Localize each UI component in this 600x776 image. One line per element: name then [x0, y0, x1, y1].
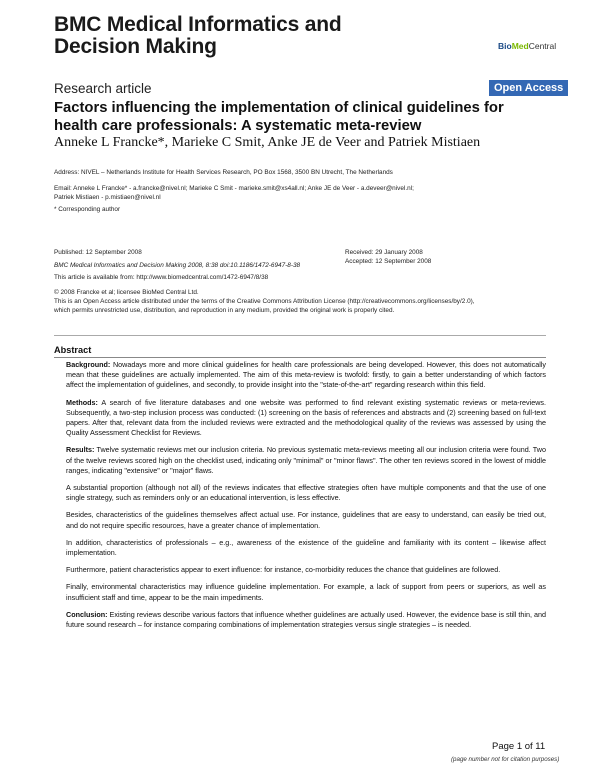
abstract-paragraph-5: Besides, characteristics of the guidelines themselves affect actual use. For instance, guidelines that are easy to understand, can easily be tried out, and do not require specific resources, have a greater chance of implementation. — [66, 510, 546, 530]
email-line1: Email: Anneke L Francke* - a.francke@nivel.nl; Marieke C Smit - marieke.smit@xs4all.nl; Anke JE de Veer - a.deveer@nivel.nl; — [54, 185, 414, 192]
article-title-line1: Factors influencing the implementation of clinical guidelines for — [54, 100, 504, 116]
open-access-badge: Open Access — [489, 80, 568, 96]
authors: Anneke L Francke*, Marieke C Smit, Anke JE de Veer and Patriek Mistiaen — [54, 135, 481, 150]
abstract-results — [66, 445, 546, 476]
license-line2: which permits unrestricted use, distribution, and reproduction in any medium, provided the original work is properly cited. — [54, 307, 395, 314]
background-label: Background: — [66, 360, 111, 369]
citation: BMC Medical Informatics and Decision Making 2008, 8:38 doi:10.1186/1472-6947-8-38 — [54, 262, 301, 269]
logo-med: Med — [511, 41, 529, 51]
abstract-background — [66, 360, 546, 391]
available-url[interactable]: This article is available from: http://www.biomedcentral.com/1472-6947/8/38 — [54, 274, 269, 281]
journal-title-line2: Decision Making — [54, 35, 217, 58]
methods-label: Methods: — [66, 397, 98, 407]
copyright: © 2008 Francke et al; licensee BioMed Central Ltd. — [54, 289, 199, 296]
abstract-conclusion — [66, 610, 546, 630]
article-title — [54, 99, 554, 135]
logo-central: Central — [528, 41, 557, 51]
license-line1: This is an Open Access article distributed under the terms of the Creative Commons Attribution License (http://creativecommons.org/licenses/by/2.0), — [54, 298, 475, 305]
logo-bio: Bio — [498, 41, 512, 51]
address: Address: NIVEL – Netherlands Institute for Health Services Research, PO Box 1568, 3500 BN Utrecht, The Netherlands — [54, 169, 393, 176]
abstract-paragraph-8: Finally, environmental characteristics may influence guideline implementation. For example, a lack of support from peers or superiors, as well as insufficient staff and time, appear to be the main impediments. — [66, 582, 546, 602]
abstract-paragraph-7: Furthermore, patient characteristics appear to exert influence: for instance, co-morbidity reduces the chance that guidelines are followed. — [66, 565, 501, 575]
email-line2: Patriek Mistiaen - p.mistiaen@nivel.nl — [54, 194, 161, 201]
corresponding-author: * Corresponding author — [54, 206, 121, 213]
abstract-paragraph-4: A substantial proportion (although not all) of the reviews indicates that effective strategies often have multiple components and that the use of one single strategy, such as reminders only or an educational intervention, is less effective. — [66, 483, 546, 503]
article-type: Research article — [54, 81, 152, 96]
results-text: Twelve systematic reviews met our inclusion criteria. No previous systematic meta-reviews meeting all our inclusion criteria were found. Two of the twelve reviews scored high on the checklist used, indicating only "minimal" or "minor flaws". The other ten reviews scored in the lowest of middle ranges, indicating "extensive" or "major" flaws. — [66, 445, 546, 475]
results-label: Results: — [66, 445, 95, 455]
conclusion-label: Conclusion: — [66, 609, 108, 619]
abstract-methods — [66, 398, 546, 439]
received-date: Received: 29 January 2008 — [345, 249, 423, 256]
abstract-section — [54, 345, 546, 637]
accepted-date: Accepted: 12 September 2008 — [345, 258, 432, 265]
background-text: Nowadays more and more clinical guidelines for health care professionals are being developed. However, this does not automatically mean that these guidelines are actually implemented. The aim of this meta-review is twofold: firstly, to gain a better understanding of which factors affect the implementation of guidelines, and secondly, to provide insight into the "state-of-the-art" regarding research within this field. — [66, 360, 546, 390]
divider — [54, 335, 546, 336]
page-number-note: (page number not for citation purposes) — [451, 756, 560, 763]
page-number: Page 1 of 11 — [492, 741, 546, 752]
journal-title-line1: BMC Medical Informatics and — [54, 13, 342, 36]
biomed-central-logo — [498, 41, 556, 51]
methods-text: A search of five literature databases and one website was performed to find relevant existing systematic reviews or meta-reviews. Subsequently, a two-step inclusion process was conducted: (1) screening on the basis of references and abstracts and (2) screening based on full-text papers. After that, relevant data from the included reviews were extracted and the methodological quality of the reviews was assessed by using the Quality Assessment Checklist for Reviews. — [66, 397, 546, 438]
article-title-line2: health care professionals: A systematic meta-review — [54, 118, 422, 134]
abstract-heading: Abstract — [54, 345, 546, 358]
published-date: Published: 12 September 2008 — [54, 249, 142, 256]
journal-title — [54, 14, 341, 58]
conclusion-text: Existing reviews describe various factors that influence whether guidelines are actually used. However, the evidence base is still thin, and future sound research – for instance comparing combinations of implementation strategies versus single strategies – is needed. — [66, 609, 546, 630]
abstract-paragraph-6: In addition, characteristics of professionals – e.g., awareness of the existence of the guideline and familiarity with its content – likewise affect implementation. — [66, 537, 546, 558]
